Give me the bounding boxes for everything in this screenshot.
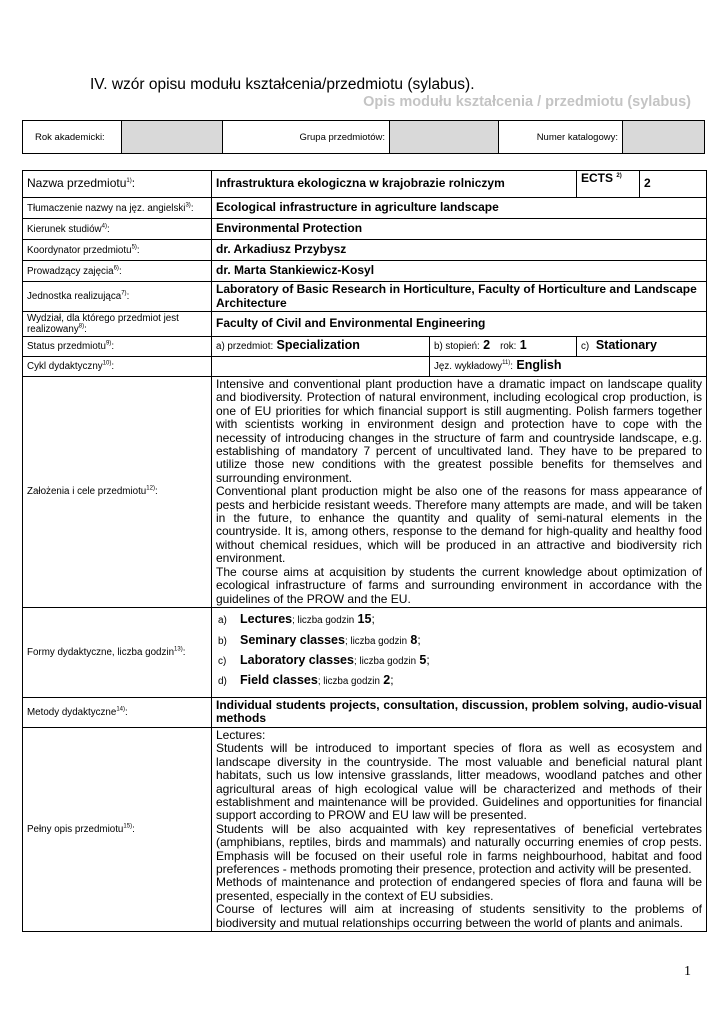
subject-group-value[interactable] xyxy=(390,121,499,154)
lecturer-label: Prowadzący zajęcia$^{6)}$: xyxy=(23,261,212,282)
description-heading: Lectures: xyxy=(216,727,266,742)
course-name-label: Nazwa przedmiotu$^{1)}$: xyxy=(23,171,212,198)
status-mode: c) Stationary xyxy=(577,337,707,357)
academic-year-value[interactable] xyxy=(122,121,223,154)
catalog-number-value[interactable] xyxy=(623,121,705,154)
row-lecturer xyxy=(23,261,707,282)
row-coordinator xyxy=(23,240,707,261)
ects-label: ECTS $^{2)}$ xyxy=(577,171,640,198)
methods-value: Individual students projects, consultation, discussion, problem solving, audio-visual methods xyxy=(212,697,707,727)
lecturer-value: dr. Marta Stankiewicz-Kosyl xyxy=(212,261,707,282)
cycle-value xyxy=(212,357,430,377)
subject-group-label: Grupa przedmiotów: xyxy=(223,121,390,154)
form-item: d) Field classes; liczba godzin 2; xyxy=(218,673,394,688)
cycle-label: Cykl dydaktyczny$^{10)}$: xyxy=(23,357,212,377)
coordinator-label: Koordynator przedmiotu$^{5)}$: xyxy=(23,240,212,261)
row-cycle xyxy=(23,357,707,377)
description-label: Pełny opis przedmiotu$^{15)}$: xyxy=(23,727,212,931)
form-item: b) Seminary classes; liczba godzin 8; xyxy=(218,632,421,647)
status-label: Status przedmiotu$^{9)}$: xyxy=(23,337,212,357)
row-faculty xyxy=(23,312,707,337)
row-forms xyxy=(23,607,707,697)
translation-label: Tłumaczenie nazwy na jęz. angielski$^{3)}$: xyxy=(23,198,212,219)
ects-value: 2 xyxy=(640,171,707,198)
form-item: a) Lectures; liczba godzin 15; xyxy=(218,612,375,627)
description-paragraph-4: Course of lectures will aim at increasing of students sensitivity to the problems of biodiversity and mutual relationships occurring between the world of plants and animals. xyxy=(216,902,702,930)
row-status xyxy=(23,337,707,357)
forms-list xyxy=(212,607,707,697)
description-paragraph-2: Students will be also acquainted with key representatives of beneficial vertebrates (amphibians, reptiles, birds and mammals) and naturally occurring enemies of crop pests. Emphasis will be focused on their useful role in farms neighbourhood, habitat and food preferences - methods promoting their presence, protection and activity will be presented. xyxy=(216,821,702,876)
catalog-header-table xyxy=(22,120,705,154)
row-unit xyxy=(23,282,707,312)
syllabus-table xyxy=(22,170,707,932)
goals-paragraph-3: The course aims at acquisition by students the current knowledge about optimization of ecological infrastructure of farms and surrounding environment in accordance with the guidelines of the PROW and the EU. xyxy=(216,564,702,606)
row-description xyxy=(23,727,707,931)
language: Jęz. wykładowy$^{11)}$: English xyxy=(430,357,707,377)
unit-value: Laboratory of Basic Research in Horticulture, Faculty of Horticulture and Landscape Architecture xyxy=(212,282,707,312)
faculty-label: Wydział, dla którego przedmiot jest realizowany$^{8)}$: xyxy=(23,312,212,337)
form-item: c) Laboratory classes; liczba godzin 5; xyxy=(218,652,430,667)
forms-label: Formy dydaktyczne, liczba godzin$^{13)}$: xyxy=(23,607,212,697)
page-number: 1 xyxy=(684,964,691,979)
row-translation xyxy=(23,198,707,219)
translation-value: Ecological infrastructure in agriculture landscape xyxy=(212,198,707,219)
row-field xyxy=(23,219,707,240)
status-subject: a) przedmiot: Specialization xyxy=(212,337,430,357)
coordinator-value: dr. Arkadiusz Przybysz xyxy=(212,240,707,261)
status-degree: b) stopień: 2 rok: 1 xyxy=(430,337,577,357)
unit-label: Jednostka realizująca$^{7)}$: xyxy=(23,282,212,312)
page-subtitle: Opis modułu kształcenia / przedmiotu (sylabus) xyxy=(363,94,691,110)
academic-year-label: Rok akademicki: xyxy=(23,121,122,154)
row-methods xyxy=(23,697,707,727)
goals-value xyxy=(212,377,707,608)
description-paragraph-3: Methods of maintenance and protection of endangered species of flora and fauna will be presented, especially in the context of EU subsidies. xyxy=(216,875,702,903)
description-value xyxy=(212,727,707,931)
field-label: Kierunek studiów$^{4)}$: xyxy=(23,219,212,240)
course-name-value: Infrastruktura ekologiczna w krajobrazie rolniczym xyxy=(212,171,577,198)
faculty-value: Faculty of Civil and Environmental Engineering xyxy=(212,312,707,337)
page-title: IV. wzór opisu modułu kształcenia/przedmiotu (sylabus). xyxy=(90,76,475,93)
row-goals xyxy=(23,377,707,608)
row-course-name xyxy=(23,171,707,198)
field-value: Environmental Protection xyxy=(212,219,707,240)
goals-paragraph-1: Intensive and conventional plant production have a dramatic impact on landscape quality and biodiversity. Protection of natural environment, including ecological crop production, is one of EU priorities for which financial support is still augmenting. Polish farmers together with scientists working in environment design and protection have to cope with the necessity of introducing changes in the structure of farm and countryside landscape, e.g. establishing of mandatory 7 percent of uncultivated land. They have to be prepared to utilize those new conditions with the greatest possible benefits for themselves and surrounding environment. xyxy=(216,377,702,485)
goals-paragraph-2: Conventional plant production might be also one of the reasons for mass appearance of pests and herbicide resistant weeds. Therefore many attempts are made, and will be taken in the future, to enhance the quantity and quality of semi-natural elements in the countryside. It is, among others, response to the demand for high-quality and healthy food without chemical residues, which will be produced in an attractive and biodiversity rich environment. xyxy=(216,484,702,566)
catalog-number-label: Numer katalogowy: xyxy=(499,121,623,154)
description-paragraph-1: Students will be introduced to important species of flora as well as ecosystem and landscape diversity in the countryside. The most valuable and beneficial natural plant habitats, such us low intensive grasslands, litter meadows, woodland patches and other agricultural areas of high ecological value will be characterized and methods of their establishment and maintenance will be provided. Guidelines and opportunities for financial support according to PROW and EU law will be presented. xyxy=(216,741,702,823)
goals-label: Założenia i cele przedmiotu$^{12)}$: xyxy=(23,377,212,608)
methods-label: Metody dydaktyczne$^{14)}$: xyxy=(23,697,212,727)
